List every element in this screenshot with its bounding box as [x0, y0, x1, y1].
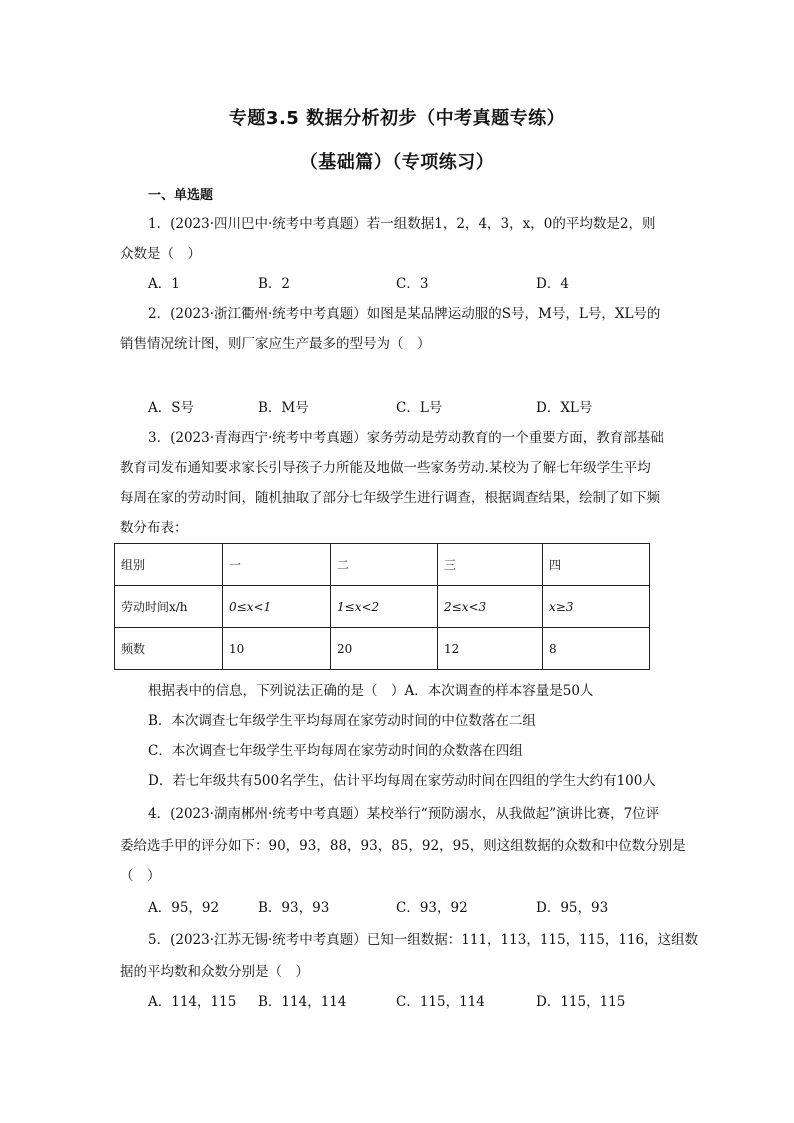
q3-stem-line2: 教育司发布通知要求家长引导孩子力所能及地做一些家务劳动.某校为了解七年级学生平均 — [120, 460, 651, 476]
table-cell: x≥3 — [543, 586, 650, 628]
q1-option-d[interactable]: D．4 — [536, 276, 569, 292]
q3-question-with-option-a[interactable]: 根据表中的信息，下列说法正确的是（ ）A．本次调查的样本容量是50人 — [148, 683, 594, 699]
table-cell: 10 — [223, 628, 331, 670]
table-row — [115, 628, 650, 670]
table-cell: 12 — [438, 628, 543, 670]
q4-option-c[interactable]: C．93，92 — [396, 900, 468, 916]
q2-stem-line2: 销售情况统计图，则厂家应生产最多的型号为（ ） — [120, 336, 431, 352]
table-cell: 2≤x<3 — [438, 586, 543, 628]
q2-option-a[interactable]: A．S号 — [148, 400, 194, 416]
q2-stem-line1: 2．(2023·浙江衢州·统考中考真题）如图是某品牌运动服的S号，M号，L号，XL号的 — [148, 306, 661, 322]
q3-option-b[interactable]: B．本次调查七年级学生平均每周在家劳动时间的中位数落在二组 — [148, 713, 536, 729]
q4-option-b[interactable]: B．93，93 — [258, 900, 330, 916]
section-heading: 一、单选题 — [148, 188, 214, 203]
table-cell: 二 — [331, 544, 438, 586]
doc-subtitle: （基础篇）（专项练习） — [299, 152, 495, 173]
table-cell: 三 — [438, 544, 543, 586]
q1-option-c[interactable]: C．3 — [396, 276, 429, 292]
table-cell: 一 — [223, 544, 331, 586]
q2-option-c[interactable]: C．L号 — [396, 400, 443, 416]
table-cell: 四 — [543, 544, 650, 586]
q1-stem-line2: 众数是（ ） — [120, 246, 201, 262]
table-cell: 8 — [543, 628, 650, 670]
q4-stem-line2: 委给选手甲的评分如下：90，93，88，93，85，92，95，则这组数据的众数和中位数分别是 — [120, 838, 686, 854]
q3-stem-line3: 每周在家的劳动时间，随机抽取了部分七年级学生进行调查，根据调查结果，绘制了如下频 — [120, 490, 660, 506]
q4-stem-line1: 4．(2023·湖南郴州·统考中考真题）某校举行“预防溺水，从我做起”演讲比赛，7位评 — [148, 806, 660, 822]
q5-option-b[interactable]: B．114，114 — [258, 994, 347, 1010]
q3-stem-line1: 3．(2023·青海西宁·统考中考真题）家务劳动是劳动教育的一个重要方面，教育部基础 — [148, 430, 664, 446]
table-cell: 20 — [331, 628, 438, 670]
q4-option-d[interactable]: D．95，93 — [536, 900, 609, 916]
q1-option-b[interactable]: B．2 — [258, 276, 291, 292]
q3-option-d[interactable]: D．若七年级共有500名学生，估计平均每周在家劳动时间在四组的学生大约有100人 — [148, 773, 656, 789]
q5-stem-line1: 5．(2023·江苏无锡·统考中考真题）已知一组数据：111，113，115，115，116，这组数 — [148, 932, 699, 948]
q3-stem-line4: 数分布表： — [120, 520, 188, 536]
doc-title: 专题3.5 数据分析初步（中考真题专练） — [228, 108, 566, 129]
q1-option-a[interactable]: A．1 — [148, 276, 180, 292]
q5-stem-line2: 据的平均数和众数分别是（ ） — [120, 964, 309, 980]
table-cell: 0≤x<1 — [223, 586, 331, 628]
q4-option-a[interactable]: A．95，92 — [148, 900, 220, 916]
table-row — [115, 544, 650, 586]
table-cell: 劳动时间x/h — [115, 586, 223, 628]
table-cell: 频数 — [115, 628, 223, 670]
table-cell: 1≤x<2 — [331, 586, 438, 628]
q5-option-a[interactable]: A．114，115 — [148, 994, 237, 1010]
q5-option-c[interactable]: C．115，114 — [396, 994, 485, 1010]
q2-option-d[interactable]: D．XL号 — [536, 400, 593, 416]
q5-option-d[interactable]: D．115，115 — [536, 994, 626, 1010]
q1-stem-line1: 1．(2023·四川巴中·统考中考真题）若一组数据1，2，4，3，x，0的平均数是2，则 — [148, 216, 656, 232]
table-cell: 组别 — [115, 544, 223, 586]
q3-option-c[interactable]: C．本次调查七年级学生平均每周在家劳动时间的众数落在四组 — [148, 743, 523, 759]
q2-option-b[interactable]: B．M号 — [258, 400, 309, 416]
frequency-table — [114, 543, 650, 670]
q4-stem-line3: （ ） — [120, 868, 161, 884]
table-row — [115, 586, 650, 628]
